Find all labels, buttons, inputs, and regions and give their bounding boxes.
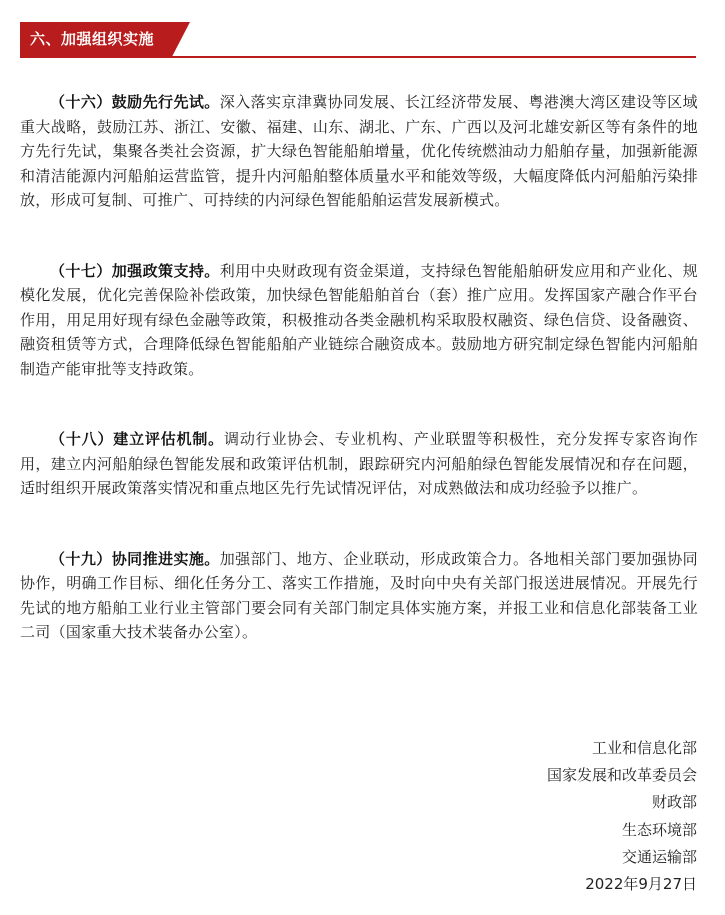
signature-date: 2022年9月27日 [585,875,697,894]
paragraph-16 [20,90,698,213]
signature-org-mof: 财政部 [651,793,697,812]
signature-org-miit: 工业和信息化部 [591,739,697,757]
signature-org-mot: 交通运输部 [621,847,697,866]
paragraph-heading: （十八）建立评估机制。 [50,430,224,448]
paragraph-text: 加强部门、地方、企业联动，形成政策合力。各地相关部门要加强协同协作，明确工作目标、细化任务分工、落实工作措施，及时向中央有关部门报送进展情况。开展先行先试的地方船舶工业行业主管部门要会同有关部门制定具体实施方案，并报工业和信息化部装备工业二司（国家重大技术装备办公室）。 [20,549,698,641]
paragraph-heading: （十九）协同推进实施。 [50,549,220,568]
paragraph-19 [20,547,698,645]
article-body [20,90,698,645]
paragraph-heading: （十七）加强政策支持。 [50,261,220,280]
signature-org-mee: 生态环境部 [621,820,697,839]
signature-block [547,735,697,898]
paragraph-text: 深入落实京津冀协同发展、长江经济带发展、粤港澳大湾区建设等区域重大战略，鼓励江苏、浙江、安徽、福建、山东、湖北、广东、广西以及河北雄安新区等有条件的地方先行先试，集聚各类社会资源，扩大绿色智能船舶增量，优化传统燃油动力船舶存量，加强新能源和清洁能源内河船舶运营监管，提升内河船舶整体质量水平和能效等级，大幅度降低内河船舶污染排放，形成可复制、可推广、可持续的内河绿色智能船舶运营发展新模式。 [20,93,698,209]
paragraph-text: 调动行业协会、专业机构、产业联盟等积极性，充分发挥专家咨询作用，建立内河船舶绿色智能发展和政策评估机制，跟踪研究内河船舶绿色智能发展情况和存在问题，适时组织开展政策落实情况和重点地区先行先试情况评估，对成熟做法和成功经验予以推广。 [20,430,698,497]
section-header [20,22,696,58]
paragraph-17 [20,259,698,382]
paragraph-text: 利用中央财政现有资金渠道，支持绿色智能船舶研发应用和产业化、规模化发展，优化完善保险补偿政策，加快绿色智能船舶首台（套）推广应用。发挥国家产融合作平台作用，用足用好现有绿色金融等政策，积极推动各类金融机构采取股权融资、绿色信贷、设备融资、融资租赁等方式，合理降低绿色智能船舶产业链综合融资成本。鼓励地方研究制定绿色智能内河船舶制造产能审批等支持政策。 [20,261,698,378]
paragraph-heading: （十六）鼓励先行先试。 [50,93,220,111]
section-title: 六、加强组织实施 [30,30,155,48]
signature-org-ndrc: 国家发展和改革委员会 [546,766,697,785]
paragraph-18 [20,427,698,501]
